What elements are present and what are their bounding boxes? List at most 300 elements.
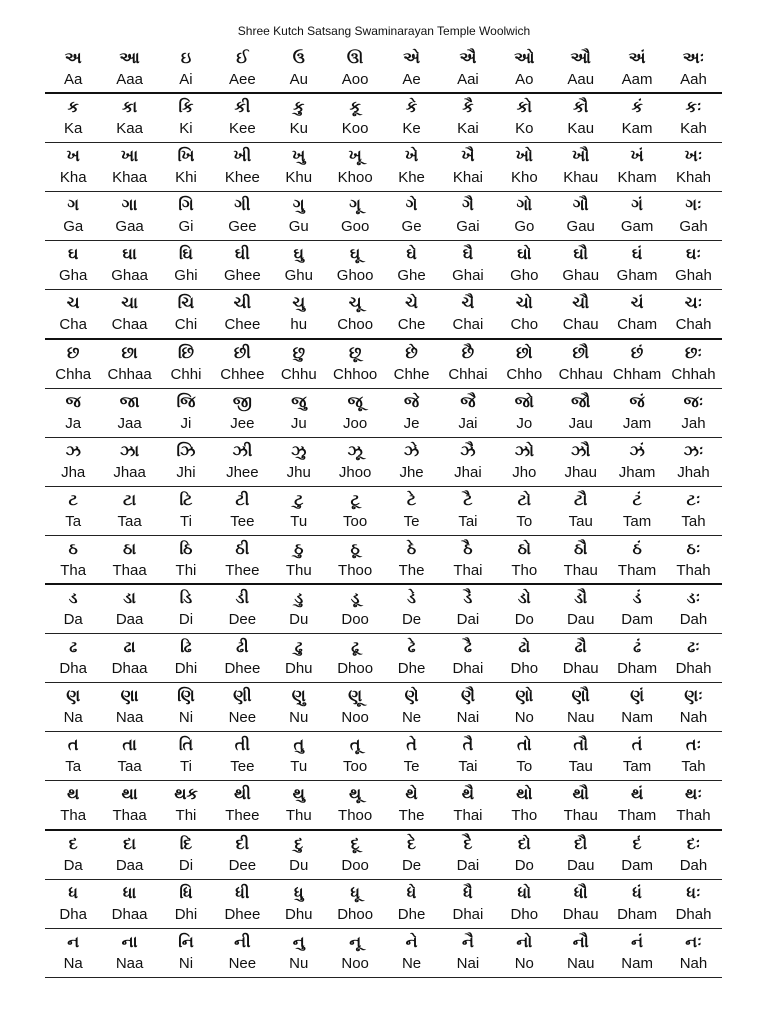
- gujarati-letter: ની: [234, 931, 251, 951]
- gujarati-letter: જા: [119, 391, 140, 411]
- gujarati-letter: ડૂ: [350, 588, 360, 608]
- gujarati-letter: ધૌ: [573, 882, 588, 902]
- transliteration: Doo: [341, 856, 369, 874]
- gujarati-letter: ઝી: [232, 440, 253, 460]
- gujarati-letter: ચુ: [292, 293, 306, 313]
- gujarati-letter: જઃ: [683, 391, 704, 411]
- transliteration: Chah: [675, 316, 712, 334]
- gujarati-letter: ડઃ: [686, 588, 701, 608]
- transliteration: Gee: [228, 218, 257, 236]
- gujarati-letter: ગૂ: [349, 195, 361, 215]
- gujarati-letter: ડા: [123, 588, 136, 608]
- transliteration: Nai: [456, 954, 480, 972]
- gujarati-letter: દઃ: [686, 833, 701, 853]
- gujarati-letter: ણૈ: [460, 686, 475, 706]
- gujarati-letter: કઃ: [685, 97, 702, 117]
- gujarati-letter: ગઃ: [685, 195, 702, 215]
- gujarati-letter: કિ: [178, 97, 194, 117]
- transliteration: Cha: [59, 316, 87, 334]
- gujarati-letter: ઢા: [123, 637, 136, 657]
- transliteration: Chee: [224, 316, 261, 334]
- transliteration: Dau: [566, 611, 595, 629]
- gujarati-letter: ઝૈ: [460, 440, 476, 460]
- gujarati-letter: ત: [67, 735, 79, 755]
- transliteration: Dhau: [562, 905, 599, 923]
- transliteration: Gu: [288, 218, 309, 236]
- transliteration: Nau: [566, 709, 595, 727]
- gujarati-letter: છૂ: [348, 342, 362, 362]
- gujarati-letter: ધઃ: [686, 882, 701, 902]
- transliteration: Ta: [65, 512, 82, 530]
- transliteration: Khu: [285, 169, 313, 187]
- gujarati-letter: ડૈ: [463, 588, 473, 608]
- gujarati-letter: ડં: [632, 588, 642, 608]
- gujarati-letter: જ: [65, 391, 81, 411]
- transliteration: Tho: [511, 807, 538, 825]
- gujarati-line: [45, 732, 722, 757]
- transliteration: Khoo: [337, 169, 373, 187]
- transliteration: De: [401, 856, 422, 874]
- transliteration: Jo: [516, 414, 533, 432]
- transliteration: Dham: [617, 905, 658, 923]
- gujarati-letter: થં: [630, 784, 644, 804]
- transliteration-line: [45, 512, 722, 534]
- gujarati-letter: જિ: [176, 391, 196, 411]
- gujarati-line: [45, 389, 722, 414]
- gujarati-line: [45, 192, 722, 217]
- gujarati-letter: ઠૂ: [350, 538, 360, 558]
- transliteration: Chha: [55, 365, 92, 383]
- transliteration: Daa: [115, 611, 144, 629]
- transliteration: Dai: [456, 611, 480, 629]
- transliteration-line: [45, 463, 722, 485]
- transliteration: Cho: [510, 316, 539, 334]
- gujarati-letter: થઃ: [685, 784, 702, 804]
- transliteration-line: [45, 708, 722, 730]
- transliteration: Che: [397, 316, 426, 334]
- transliteration-line: [45, 954, 722, 976]
- transliteration: Jha: [61, 463, 86, 481]
- transliteration: Chhee: [220, 365, 265, 383]
- transliteration: Khau: [563, 169, 599, 187]
- transliteration: Ne: [401, 954, 422, 972]
- gujarati-letter: ચૂ: [348, 293, 362, 313]
- table-row: [45, 290, 722, 339]
- transliteration: Ja: [65, 414, 82, 432]
- gujarati-letter: દી: [235, 833, 250, 853]
- transliteration: Jee: [230, 414, 255, 432]
- transliteration: Ko: [515, 120, 534, 138]
- gujarati-letter: કૂ: [349, 97, 361, 117]
- gujarati-letter: ચિ: [177, 293, 195, 313]
- gujarati-letter: જૈ: [460, 391, 476, 411]
- gujarati-letter: ઢૌ: [574, 637, 587, 657]
- gujarati-letter: આ: [119, 48, 140, 67]
- gujarati-line: [45, 536, 722, 561]
- gujarati-letter: ઝા: [119, 440, 140, 460]
- gujarati-letter: કુ: [293, 97, 305, 117]
- gujarati-letter: ણા: [120, 686, 139, 706]
- transliteration: Aee: [229, 71, 256, 88]
- transliteration: Tha: [60, 561, 87, 579]
- transliteration: Chhah: [671, 365, 716, 383]
- transliteration: Khah: [675, 169, 712, 187]
- transliteration: Ghu: [284, 267, 313, 285]
- transliteration: Dhee: [224, 905, 261, 923]
- transliteration: Ghoo: [336, 267, 374, 285]
- gujarati-letter: ને: [405, 931, 418, 951]
- gujarati-letter: ગુ: [292, 195, 305, 215]
- transliteration: Jhoo: [338, 463, 372, 481]
- transliteration: Tah: [681, 758, 706, 776]
- gujarati-letter: ઘિ: [178, 244, 194, 264]
- gujarati-letter: અ: [64, 48, 82, 67]
- transliteration: Thai: [453, 561, 483, 579]
- transliteration: Du: [289, 856, 309, 874]
- gujarati-letter: ખો: [515, 146, 533, 166]
- gujarati-line: [45, 438, 722, 463]
- transliteration: Ni: [178, 709, 194, 727]
- transliteration: Too: [343, 512, 368, 530]
- gujarati-letter: તં: [631, 735, 643, 755]
- transliteration: Taa: [117, 758, 142, 776]
- transliteration: Gha: [59, 267, 88, 285]
- gujarati-letter: ધિ: [179, 882, 193, 902]
- transliteration: Dah: [679, 611, 708, 629]
- gujarati-letter: ઝો: [514, 440, 534, 460]
- gujarati-letter: થો: [516, 784, 533, 804]
- transliteration: Du: [289, 611, 309, 629]
- gujarati-letter: કો: [516, 97, 532, 117]
- transliteration: Chi: [174, 316, 198, 334]
- transliteration: Dhah: [675, 660, 712, 678]
- transliteration: Taa: [117, 512, 142, 530]
- transliteration: Tee: [230, 512, 255, 530]
- transliteration: Dha: [59, 905, 87, 923]
- transliteration: Jhu: [286, 463, 311, 481]
- gujarati-letter: ડ: [68, 588, 78, 608]
- transliteration: Kho: [510, 169, 538, 187]
- gujarati-letter: ગી: [234, 195, 251, 215]
- transliteration: Dhee: [224, 660, 261, 678]
- transliteration: Joo: [343, 414, 368, 432]
- transliteration: Dhah: [675, 905, 712, 923]
- transliteration: Khe: [398, 169, 425, 187]
- gujarati-letter: નો: [516, 931, 533, 951]
- transliteration: Ti: [180, 512, 192, 530]
- gujarati-letter: ઢૈ: [463, 637, 472, 657]
- transliteration: Thau: [563, 561, 598, 579]
- gujarati-letter: ટૌ: [573, 489, 588, 509]
- gujarati-letter: ટૂ: [350, 489, 360, 509]
- transliteration: Kau: [567, 120, 595, 138]
- gujarati-letter: ચૌ: [572, 293, 590, 313]
- transliteration: Daa: [115, 856, 144, 874]
- transliteration: Ghah: [675, 267, 712, 285]
- table-row: [45, 781, 722, 830]
- transliteration: Chhe: [393, 365, 430, 383]
- transliteration: Koo: [341, 120, 369, 138]
- transliteration: Dhi: [174, 660, 198, 678]
- gujarati-letter: થે: [405, 784, 418, 804]
- gujarati-letter: ધૈ: [463, 882, 473, 902]
- transliteration: Thaa: [112, 807, 147, 825]
- gujarati-letter: ણે: [404, 686, 419, 706]
- gujarati-letter: ગા: [121, 195, 138, 215]
- gujarati-letter: કા: [121, 97, 138, 117]
- transliteration: Doo: [341, 611, 369, 629]
- transliteration: Ghai: [452, 267, 484, 285]
- gujarati-letter: ખિ: [177, 146, 195, 166]
- table-row: [45, 389, 722, 438]
- transliteration: Dhau: [562, 660, 599, 678]
- gujarati-letter: ણૂ: [348, 686, 363, 706]
- transliteration: Do: [514, 856, 534, 874]
- gujarati-letter: કૌ: [573, 97, 589, 117]
- gujarati-letter: ઢુ: [294, 637, 303, 657]
- gujarati-letter: ચઃ: [684, 293, 703, 313]
- gujarati-letter: ઘૈ: [462, 244, 474, 264]
- transliteration-line: [45, 856, 722, 878]
- transliteration: Tee: [230, 758, 255, 776]
- transliteration: Chho: [506, 365, 543, 383]
- transliteration: Chhai: [448, 365, 488, 383]
- transliteration-line: [45, 315, 722, 337]
- gujarati-letter: તી: [234, 735, 250, 755]
- transliteration: Jah: [681, 414, 706, 432]
- transliteration: Jai: [458, 414, 478, 432]
- transliteration: Thi: [175, 561, 197, 579]
- transliteration: Thah: [676, 807, 711, 825]
- gujarati-letter: થા: [121, 784, 138, 804]
- transliteration: hu: [290, 316, 308, 334]
- gujarati-letter: ઠ: [68, 538, 78, 558]
- gujarati-letter: છો: [516, 342, 533, 362]
- alphabet-table: [45, 45, 722, 978]
- gujarati-letter: છા: [121, 342, 138, 362]
- gujarati-letter: ખે: [404, 146, 419, 166]
- gujarati-line: [45, 45, 722, 70]
- transliteration: Jam: [622, 414, 652, 432]
- gujarati-letter: જો: [514, 391, 534, 411]
- gujarati-letter: તૈ: [462, 735, 474, 755]
- transliteration: Tau: [568, 758, 593, 776]
- transliteration: Noo: [341, 954, 369, 972]
- gujarati-letter: ઢં: [633, 637, 642, 657]
- transliteration: To: [516, 758, 533, 776]
- gujarati-letter: તઃ: [685, 735, 702, 755]
- gujarati-letter: દૌ: [574, 833, 588, 853]
- gujarati-letter: તે: [406, 735, 417, 755]
- gujarati-letter: નૈ: [461, 931, 474, 951]
- transliteration: Dee: [228, 611, 257, 629]
- transliteration: Ka: [64, 120, 83, 138]
- transliteration-line: [45, 757, 722, 779]
- transliteration: Nah: [679, 954, 708, 972]
- gujarati-line: [45, 781, 722, 806]
- gujarati-line: [45, 487, 722, 512]
- gujarati-letter: ટિ: [179, 489, 193, 509]
- gujarati-letter: ગૈ: [462, 195, 474, 215]
- gujarati-letter: ણુ: [291, 686, 306, 706]
- transliteration: Aaa: [116, 71, 143, 88]
- gujarati-letter: ડી: [235, 588, 250, 608]
- gujarati-letter: ટે: [406, 489, 417, 509]
- transliteration: Khee: [224, 169, 260, 187]
- transliteration: Chai: [452, 316, 484, 334]
- transliteration: Gaa: [115, 218, 144, 236]
- gujarati-letter: ણી: [233, 686, 252, 706]
- gujarati-letter: ઠૌ: [573, 538, 588, 558]
- transliteration: Thai: [453, 807, 483, 825]
- gujarati-letter: ગિ: [178, 195, 194, 215]
- transliteration: Khaa: [112, 169, 148, 187]
- gujarati-letter: ચા: [121, 293, 138, 313]
- gujarati-letter: ચે: [405, 293, 418, 313]
- gujarati-letter: ખૂ: [348, 146, 362, 166]
- gujarati-letter: ઝ: [65, 440, 81, 460]
- gujarati-letter: ઘૌ: [573, 244, 588, 264]
- table-row: [45, 487, 722, 536]
- transliteration: Dhoo: [337, 905, 374, 923]
- transliteration: Chhau: [558, 365, 603, 383]
- gujarati-line: [45, 585, 722, 610]
- transliteration: Noo: [341, 709, 369, 727]
- gujarati-letter: ગ: [67, 195, 80, 215]
- transliteration: Dam: [621, 856, 653, 874]
- gujarati-letter: ખૌ: [572, 146, 590, 166]
- transliteration: Aa: [64, 71, 83, 88]
- gujarati-letter: થક: [174, 784, 198, 804]
- transliteration: Chhi: [170, 365, 202, 383]
- table-row: [45, 732, 722, 781]
- gujarati-letter: ધ: [68, 882, 78, 902]
- transliteration: Go: [514, 218, 535, 236]
- transliteration: Thu: [285, 561, 312, 579]
- transliteration: Thoo: [338, 807, 373, 825]
- gujarati-letter: તિ: [178, 735, 194, 755]
- table-row: [45, 143, 722, 192]
- transliteration: Ku: [289, 120, 308, 138]
- gujarati-letter: અં: [628, 48, 646, 67]
- table-row: [45, 241, 722, 290]
- gujarati-letter: ક: [67, 97, 79, 117]
- gujarati-letter: અઃ: [682, 48, 705, 67]
- transliteration: Dho: [510, 660, 539, 678]
- transliteration: Kah: [680, 120, 707, 138]
- gujarati-letter: ઢઃ: [687, 637, 700, 657]
- gujarati-letter: ડો: [517, 588, 531, 608]
- gujarati-letter: જૌ: [571, 391, 591, 411]
- transliteration: Khai: [452, 169, 483, 187]
- gujarati-letter: છૌ: [572, 342, 589, 362]
- transliteration-line: [45, 168, 722, 190]
- gujarati-letter: ઈ: [236, 48, 249, 67]
- gujarati-letter: ટઃ: [686, 489, 701, 509]
- transliteration: Tam: [622, 758, 652, 776]
- transliteration: Goo: [340, 218, 370, 236]
- gujarati-letter: ણં: [630, 686, 645, 706]
- transliteration: Chau: [562, 316, 599, 334]
- gujarati-letter: ઢ: [69, 637, 78, 657]
- transliteration: Ga: [63, 218, 84, 236]
- transliteration: Tham: [617, 561, 657, 579]
- transliteration: Tau: [568, 512, 593, 530]
- gujarati-letter: ધા: [122, 882, 137, 902]
- gujarati-letter: ટં: [632, 489, 642, 509]
- transliteration: Tu: [290, 512, 308, 530]
- transliteration: Ti: [180, 758, 192, 776]
- gujarati-letter: કં: [631, 97, 643, 117]
- gujarati-line: [45, 143, 722, 168]
- transliteration: Jhe: [399, 463, 424, 481]
- gujarati-letter: ગો: [516, 195, 533, 215]
- gujarati-letter: ઠો: [517, 538, 531, 558]
- transliteration: Ghee: [224, 267, 261, 285]
- transliteration: Ae: [402, 71, 421, 88]
- transliteration: Ne: [401, 709, 422, 727]
- transliteration: Chham: [612, 365, 662, 383]
- transliteration: Jham: [618, 463, 656, 481]
- transliteration: No: [514, 709, 534, 727]
- gujarati-letter: ઠિ: [179, 538, 193, 558]
- transliteration: Kai: [457, 120, 479, 138]
- gujarati-letter: ઝં: [629, 440, 645, 460]
- gujarati-line: [45, 831, 722, 856]
- gujarati-letter: ખુ: [292, 146, 306, 166]
- gujarati-letter: ખા: [121, 146, 139, 166]
- transliteration: Kee: [229, 120, 256, 138]
- gujarati-letter: છુ: [292, 342, 305, 362]
- transliteration-line: [45, 70, 722, 92]
- transliteration: Thi: [175, 807, 197, 825]
- gujarati-letter: ઠા: [122, 538, 137, 558]
- transliteration: Too: [343, 758, 368, 776]
- transliteration-line: [45, 806, 722, 828]
- transliteration: Naa: [115, 954, 144, 972]
- gujarati-letter: ઐ: [459, 48, 477, 67]
- gujarati-letter: કી: [234, 97, 251, 117]
- gujarati-letter: ઢૂ: [351, 637, 360, 657]
- transliteration: Jau: [568, 414, 593, 432]
- gujarati-letter: ઢો: [518, 637, 531, 657]
- transliteration: Nau: [566, 954, 595, 972]
- transliteration: Ghe: [397, 267, 426, 285]
- gujarati-letter: થૂ: [349, 784, 362, 804]
- gujarati-line: [45, 94, 722, 119]
- gujarati-letter: થૌ: [572, 784, 589, 804]
- transliteration: Ao: [515, 71, 534, 88]
- gujarati-letter: ણો: [515, 686, 534, 706]
- gujarati-letter: ગે: [405, 195, 418, 215]
- transliteration: Da: [63, 856, 83, 874]
- transliteration-line: [45, 610, 722, 632]
- gujarati-letter: ગં: [631, 195, 643, 215]
- gujarati-letter: ખઃ: [684, 146, 703, 166]
- gujarati-letter: કે: [405, 97, 418, 117]
- transliteration: Te: [403, 512, 420, 530]
- transliteration: Dhe: [397, 660, 426, 678]
- transliteration: Tha: [60, 807, 87, 825]
- gujarati-letter: ઔ: [570, 48, 591, 67]
- transliteration-line: [45, 365, 722, 387]
- transliteration: Thau: [563, 807, 598, 825]
- transliteration: Thah: [676, 561, 711, 579]
- gujarati-letter: દે: [407, 833, 417, 853]
- gujarati-letter: છં: [630, 342, 644, 362]
- transliteration-line: [45, 217, 722, 239]
- transliteration: Di: [178, 856, 194, 874]
